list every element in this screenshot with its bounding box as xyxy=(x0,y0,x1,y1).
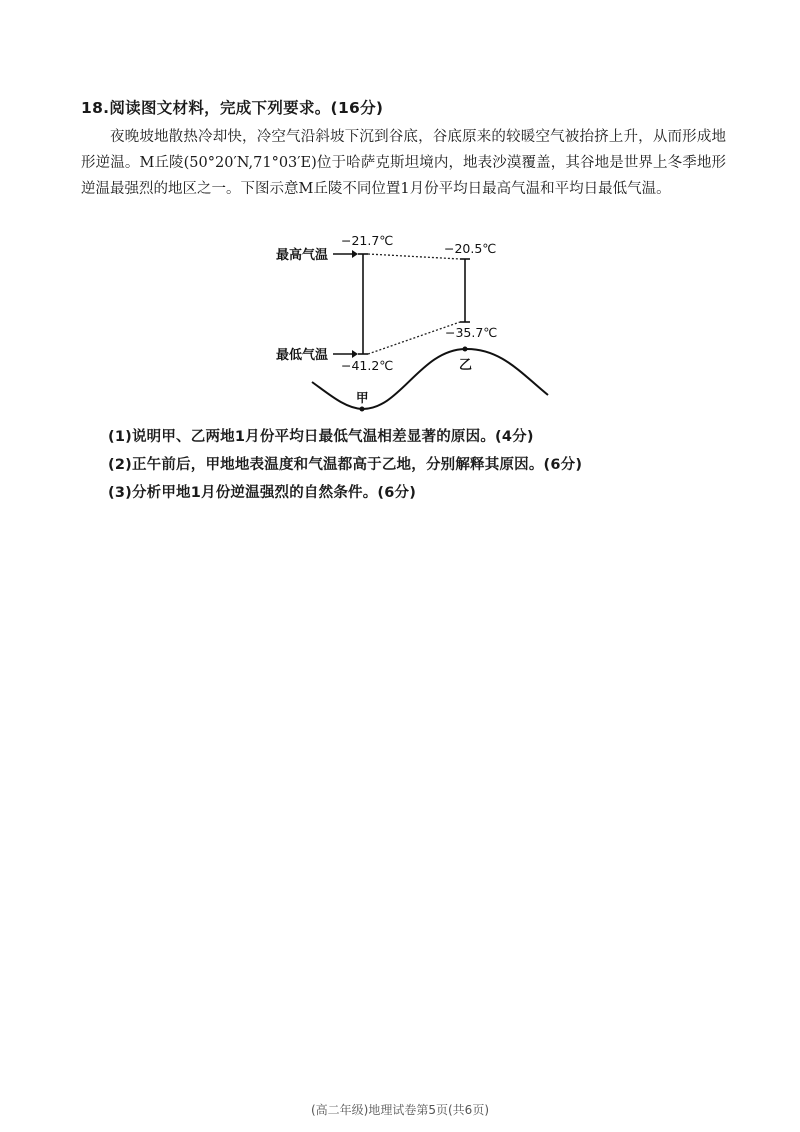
question-title: 18.阅读图文材料，完成下列要求。(16分) xyxy=(81,99,384,117)
min-temp-label: 最低气温 xyxy=(276,348,329,363)
yi-min-value: −35.7℃ xyxy=(445,325,498,340)
yi-point xyxy=(463,347,468,352)
jia-label: 甲 xyxy=(356,390,369,405)
material-paragraph: 夜晚坡地散热冷却快，冷空气沿斜坡下沉到谷底，谷底原来的较暖空气被抬挤上升，从而形成地形逆温。M丘陵(50°20′N,71°03′E)位于哈萨克斯坦境内，地表沙漠覆盖，其谷地是世界上冬季地形逆温最强烈的地区之一。下图示意M丘陵不同位置1月份平均日最高气温和平均日最低气温。 xyxy=(81,129,726,197)
jia-min-value: −41.2℃ xyxy=(341,358,394,373)
yi-max-value: −20.5℃ xyxy=(444,241,497,256)
jia-max-value: −21.7℃ xyxy=(341,233,394,248)
page-footer: (高二年级)地理试卷第5页(共6页) xyxy=(311,1103,489,1117)
yi-label: 乙 xyxy=(459,358,473,373)
jia-point xyxy=(360,407,365,412)
subquestion-2: (2)正午前后，甲地地表温度和气温都高于乙地，分别解释其原因。(6分) xyxy=(108,457,583,473)
max-temp-label: 最高气温 xyxy=(276,248,329,263)
subquestion-3: (3)分析甲地1月份逆温强烈的自然条件。(6分) xyxy=(108,485,417,501)
subquestion-1: (1)说明甲、乙两地1月份平均日最低气温相差显著的原因。(4分) xyxy=(108,429,534,445)
temperature-figure xyxy=(0,0,800,420)
